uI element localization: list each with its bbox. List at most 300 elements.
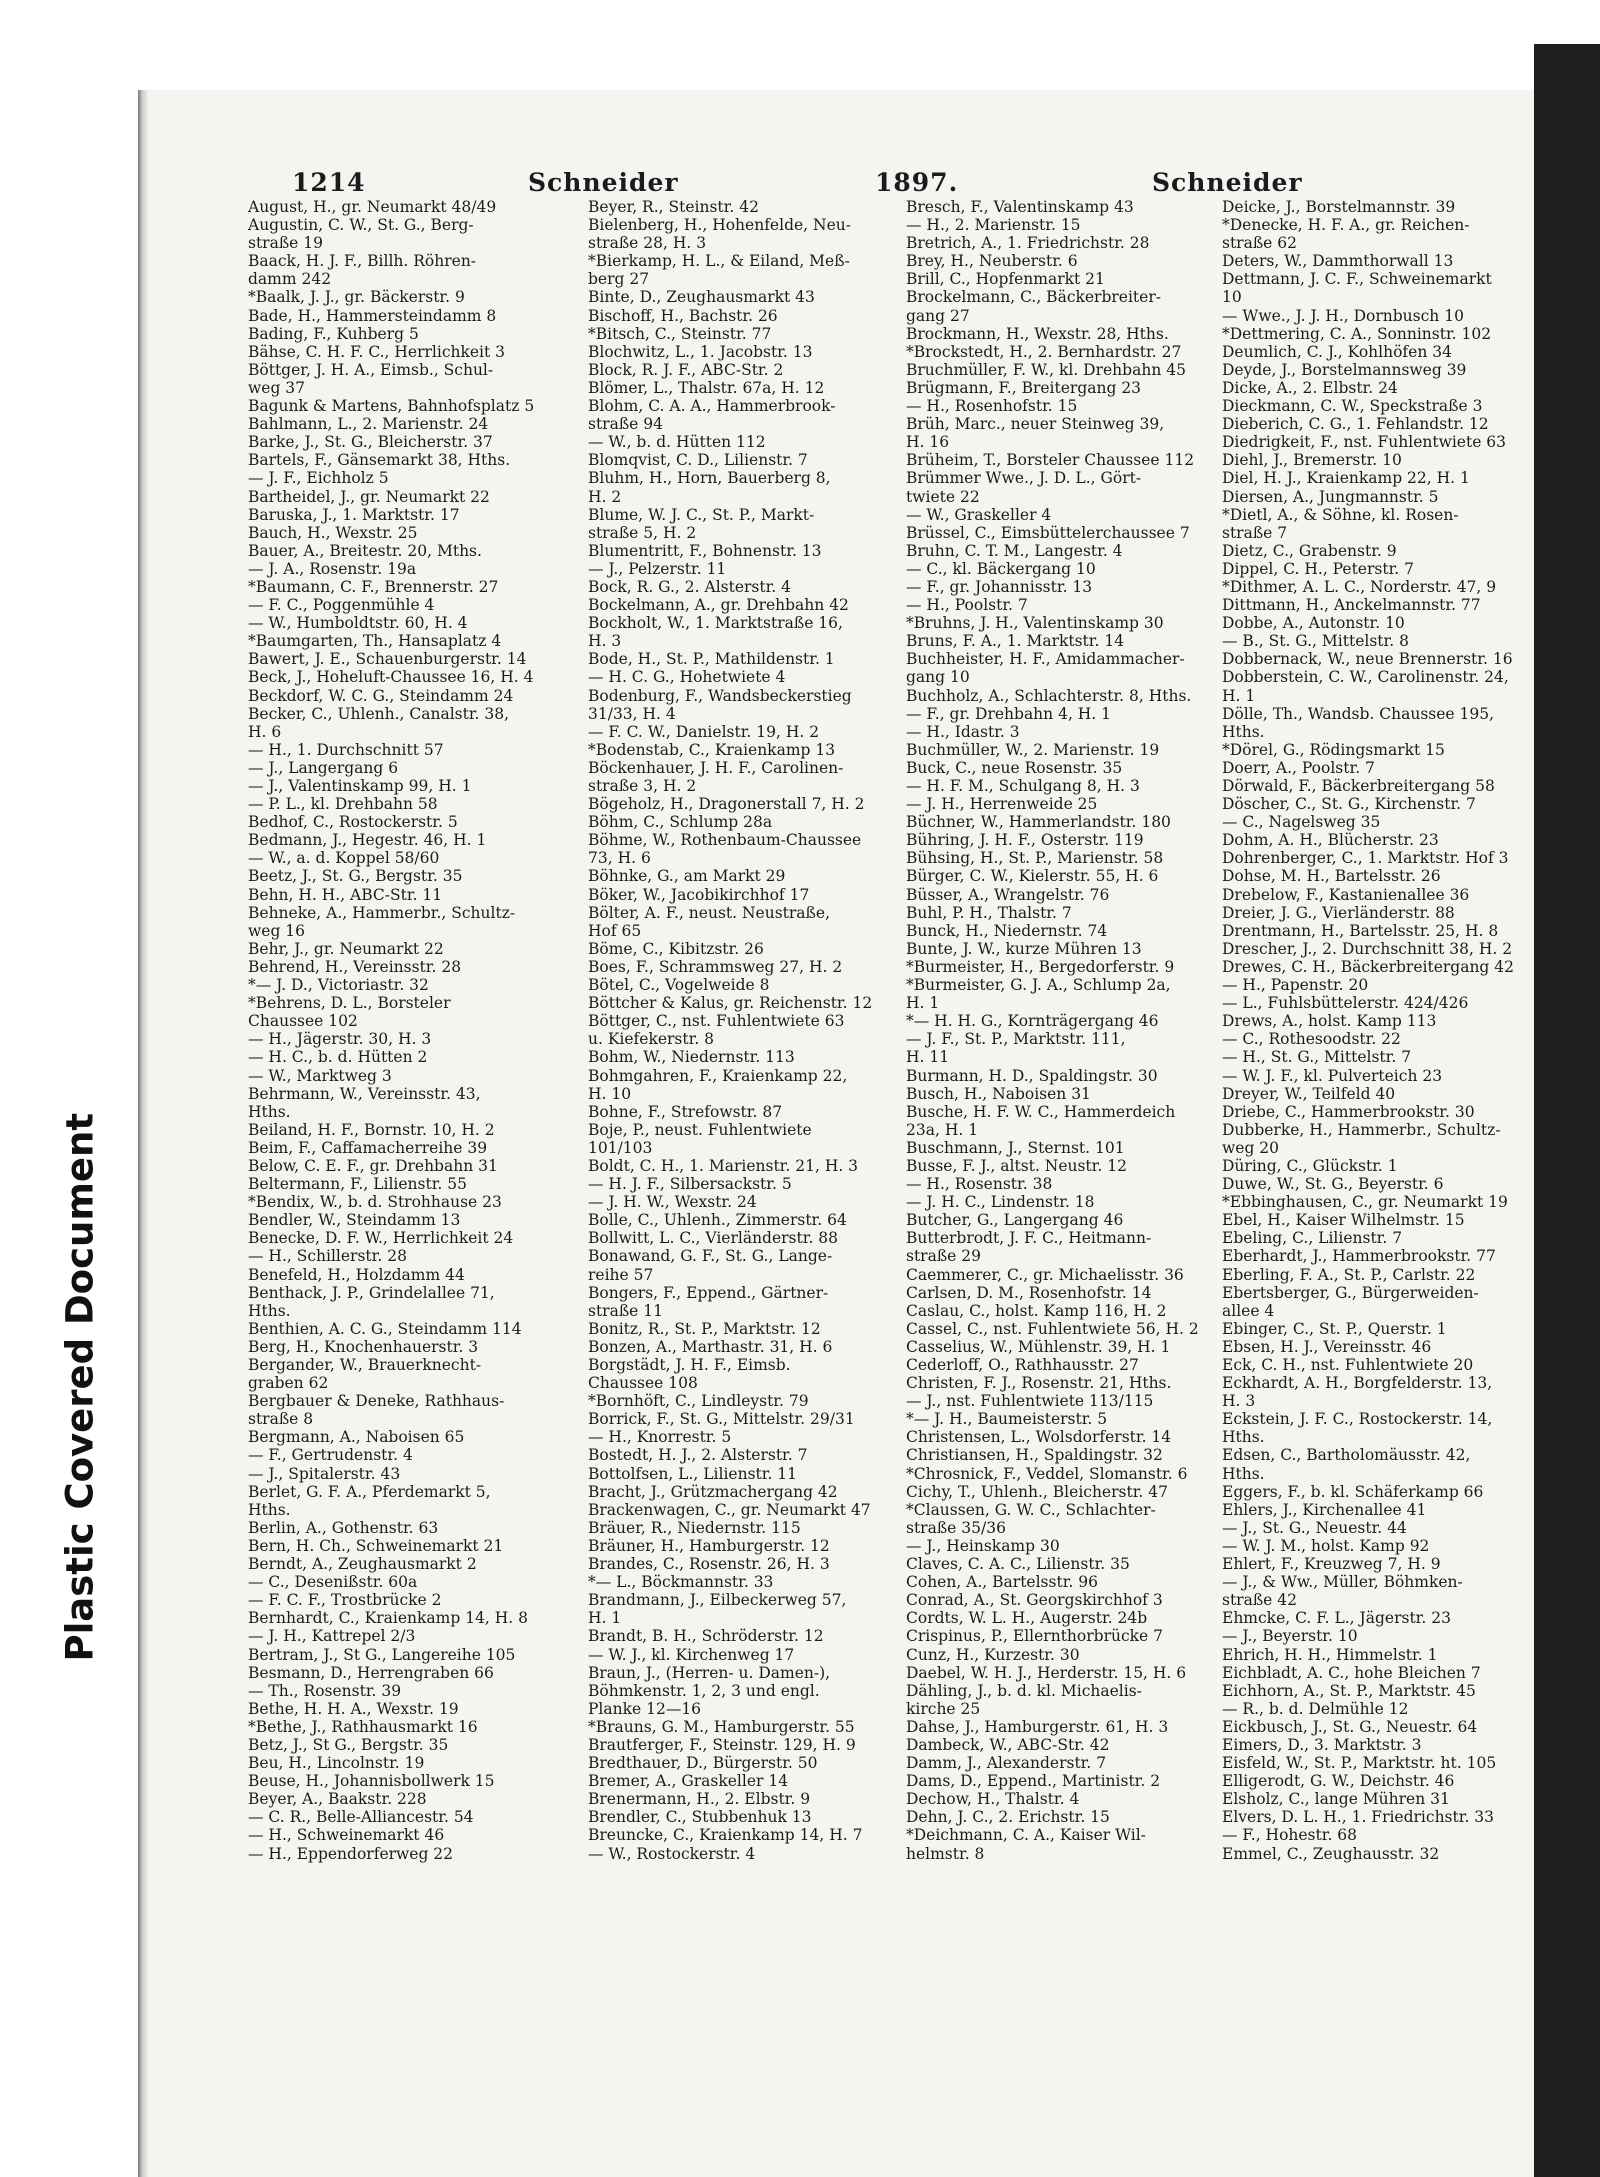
directory-entry: H. 11 (906, 1048, 950, 1067)
directory-entry: Doerr, A., Poolstr. 7 (1222, 758, 1375, 777)
directory-entry: Brey, H., Neuberstr. 6 (906, 252, 1078, 271)
directory-entry: Augustin, C. W., St. G., Berg- (248, 216, 474, 235)
directory-entry: Düring, C., Glückstr. 1 (1222, 1156, 1398, 1175)
directory-entry: Dreyer, W., Teilfeld 40 (1222, 1084, 1396, 1103)
directory-entry: Dehn, J. C., 2. Erichstr. 15 (906, 1808, 1110, 1827)
dark-edge (1534, 44, 1600, 2177)
directory-entry: Baruska, J., 1. Marktstr. 17 (248, 505, 460, 524)
directory-entry: Böme, C., Kibitzstr. 26 (588, 939, 764, 958)
directory-entry: Butcher, G., Langergang 46 (906, 1211, 1124, 1230)
directory-entry: — H., Papenstr. 20 (1222, 976, 1369, 995)
directory-entry: Cassel, C., nst. Fuhlentwiete 56, H. 2 (906, 1319, 1199, 1338)
directory-entry: Blochwitz, L., 1. Jacobstr. 13 (588, 342, 813, 361)
directory-entry: Betz, J., St G., Bergstr. 35 (248, 1735, 449, 1754)
directory-entry: Bühsing, H., St. P., Marienstr. 58 (906, 849, 1164, 868)
directory-entry: Caemmerer, C., gr. Michaelisstr. 36 (906, 1265, 1184, 1284)
header-left-title: Schneider (528, 168, 679, 197)
directory-entry: Hths. (248, 1301, 291, 1320)
directory-entry: Berg, H., Knochenhauerstr. 3 (248, 1337, 479, 1356)
directory-entry: H. 10 (588, 1084, 632, 1103)
directory-entry: — H. C., b. d. Hütten 2 (248, 1048, 428, 1067)
directory-entry: — J. H., Herrenweide 25 (906, 795, 1098, 814)
directory-entry: — J. A., Rosenstr. 19a (248, 559, 417, 578)
directory-entry: Bresch, F., Valentinskamp 43 (906, 198, 1134, 216)
directory-entry: Eck, C. H., nst. Fuhlentwiete 20 (1222, 1356, 1474, 1374)
directory-entry: — F. C. F., Trostbrücke 2 (248, 1591, 442, 1610)
directory-entry: — H., Schillerstr. 28 (248, 1247, 407, 1266)
directory-entry: — L., Fuhlsbüttelerstr. 424/426 (1222, 994, 1469, 1013)
directory-entry: Bode, H., St. P., Mathildenstr. 1 (588, 650, 835, 669)
directory-entry: Baack, H. J. F., Billh. Röhren- (248, 252, 477, 271)
directory-entry: *Brockstedt, H., 2. Bernhardstr. 27 (906, 342, 1182, 361)
directory-entry: Bock, R. G., 2. Alsterstr. 4 (588, 577, 792, 596)
directory-entry: *Ebbinghausen, C., gr. Neumarkt 19 (1222, 1193, 1508, 1212)
directory-entry: — F., Hohestr. 68 (1222, 1826, 1358, 1845)
directory-entry: Ehrich, H. H., Himmelstr. 1 (1222, 1645, 1438, 1664)
directory-entry: Burmann, H. D., Spaldingstr. 30 (906, 1066, 1158, 1085)
directory-entry: Hths. (1222, 1428, 1265, 1447)
directory-entry: Deicke, J., Borstelmannstr. 39 (1222, 198, 1456, 216)
directory-entry: Dobbe, A., Autonstr. 10 (1222, 614, 1405, 633)
directory-entry: Hths. (248, 1500, 291, 1519)
directory-entry: Becker, C., Uhlenh., Canalstr. 38, (248, 704, 510, 723)
directory-entry: Bern, H. Ch., Schweinemarkt 21 (248, 1536, 504, 1555)
directory-entry: gang 10 (906, 668, 970, 687)
directory-entry: Dörwald, F., Bäckerbreitergang 58 (1222, 777, 1495, 795)
directory-entry: *Dörel, G., Rödingsmarkt 15 (1222, 740, 1445, 759)
directory-entry: — J., Heinskamp 30 (906, 1536, 1060, 1555)
directory-entry: Blume, W. J. C., St. P., Markt- (588, 505, 815, 524)
directory-entry: Elsholz, C., lange Mühren 31 (1222, 1790, 1450, 1809)
directory-entry: — J. F., Eichholz 5 (248, 469, 389, 488)
directory-entry: — J. F., St. P., Marktstr. 111, (906, 1030, 1126, 1049)
directory-entry: Eisfeld, W., St. P., Marktstr. ht. 105 (1222, 1754, 1497, 1773)
directory-entry: Bedhof, C., Rostockerstr. 5 (248, 813, 458, 832)
directory-entry: Benthack, J. P., Grindelallee 71, (248, 1283, 495, 1302)
directory-entry: Brandes, C., Rosenstr. 26, H. 3 (588, 1555, 830, 1574)
directory-entry: Böhm, C., Schlump 28a (588, 813, 773, 832)
directory-entry: Bergander, W., Brauerknecht- (248, 1356, 482, 1374)
directory-entry: straße 28, H. 3 (588, 234, 707, 253)
directory-entry: Blomqvist, C. D., Lilienstr. 7 (588, 451, 808, 470)
directory-entry: *Denecke, H. F. A., gr. Reichen- (1222, 216, 1470, 235)
directory-entry: — H., Knorrestr. 5 (588, 1428, 732, 1447)
directory-entry: Brüheim, T., Borsteler Chaussee 112 (906, 451, 1195, 470)
directory-entry: 73, H. 6 (588, 849, 651, 868)
directory-entry: Dettmann, J. C. F., Schweinemarkt (1222, 270, 1492, 289)
directory-entry: Conrad, A., St. Georgskirchhof 3 (906, 1591, 1163, 1610)
directory-entry: Boje, P., neust. Fuhlentwiete (588, 1120, 812, 1139)
directory-entry: Buhl, P. H., Thalstr. 7 (906, 903, 1072, 922)
directory-entry: Bonzen, A., Marthastr. 31, H. 6 (588, 1337, 833, 1356)
directory-entry: Böhnke, G., am Markt 29 (588, 867, 786, 886)
directory-entry: Hths. (1222, 722, 1265, 741)
directory-entry: Diehl, J., Bremerstr. 10 (1222, 451, 1402, 470)
directory-entry: Bockelmann, A., gr. Drehbahn 42 (588, 596, 849, 615)
directory-entry: Brautferger, F., Steinstr. 129, H. 9 (588, 1735, 856, 1754)
directory-entry: Christen, F. J., Rosenstr. 21, Hths. (906, 1374, 1172, 1393)
directory-entry: H. 16 (906, 433, 950, 452)
directory-entry: allee 4 (1222, 1301, 1275, 1320)
directory-entry: H. 3 (1222, 1392, 1256, 1411)
directory-entry: Bottolfsen, L., Lilienstr. 11 (588, 1464, 798, 1483)
directory-entry: Brill, C., Hopfenmarkt 21 (906, 270, 1105, 289)
directory-entry: Diersen, A., Jungmannstr. 5 (1222, 487, 1439, 506)
directory-entry: Bonawand, G. F., St. G., Lange- (588, 1247, 833, 1266)
directory-entry: Berlin, A., Gothenstr. 63 (248, 1518, 439, 1537)
directory-entry: Buck, C., neue Rosenstr. 35 (906, 758, 1123, 777)
directory-entry: Böttcher & Kalus, gr. Reichenstr. 12 (588, 994, 873, 1013)
directory-entry: Bollwitt, L. C., Vierländerstr. 88 (588, 1229, 839, 1248)
directory-entry: 101/103 (588, 1138, 653, 1157)
directory-entry: straße 3, H. 2 (588, 777, 697, 795)
directory-entry: Dohrenberger, C., 1. Marktstr. Hof 3 (1222, 849, 1509, 868)
directory-entry: 31/33, H. 4 (588, 704, 676, 723)
directory-entry: Christiansen, H., Spaldingstr. 32 (906, 1446, 1163, 1465)
directory-entry: Bluhm, H., Horn, Bauerberg 8, (588, 469, 831, 488)
directory-entry: — J., Langergang 6 (248, 758, 399, 777)
directory-column-1 (248, 198, 553, 1863)
directory-entry: — W., b. d. Hütten 112 (588, 433, 766, 452)
directory-entry: Bendler, W., Steindamm 13 (248, 1211, 461, 1230)
directory-entry: Eckhardt, A. H., Borgfelderstr. 13, (1222, 1374, 1493, 1393)
directory-entry: Ehlers, J., Kirchenallee 41 (1222, 1500, 1427, 1519)
directory-entry: Casselius, W., Mühlenstr. 39, H. 1 (906, 1337, 1171, 1356)
directory-entry: Bielenberg, H., Hohenfelde, Neu- (588, 216, 851, 235)
directory-entry: Bade, H., Hammersteindamm 8 (248, 306, 497, 325)
directory-entry: Dobberstein, C. W., Carolinenstr. 24, (1222, 668, 1509, 687)
directory-entry: berg 27 (588, 270, 650, 289)
directory-entry: Bremer, A., Graskeller 14 (588, 1772, 789, 1791)
directory-entry: Bohmgahren, F., Kraienkamp 22, (588, 1066, 848, 1085)
directory-entry: *— H. H. G., Kornträgergang 46 (906, 1012, 1159, 1031)
directory-entry: weg 37 (248, 378, 306, 397)
directory-entry: Bergmann, A., Naboisen 65 (248, 1428, 465, 1447)
directory-entry: Bedmann, J., Hegestr. 46, H. 1 (248, 831, 487, 850)
directory-entry: Ebsen, H. J., Vereinsstr. 46 (1222, 1337, 1432, 1356)
directory-entry: Buchholz, A., Schlachterstr. 8, Hths. (906, 686, 1192, 705)
directory-entry: straße 94 (588, 415, 664, 434)
directory-entry: Diel, H. J., Kraienkamp 22, H. 1 (1222, 469, 1470, 488)
directory-entry: *Bendix, W., b. d. Strohhause 23 (248, 1193, 502, 1212)
directory-entry: Eberling, F. A., St. P., Carlstr. 22 (1222, 1265, 1476, 1284)
directory-entry: — H. J. F., Silbersackstr. 5 (588, 1175, 792, 1194)
directory-entry: Duwe, W., St. G., Beyerstr. 6 (1222, 1175, 1444, 1194)
directory-entry: Buchmüller, W., 2. Marienstr. 19 (906, 740, 1160, 759)
directory-entry: — H., Poolstr. 7 (906, 596, 1028, 615)
directory-entry: Behneke, A., Hammerbr., Schultz- (248, 903, 516, 922)
directory-entry: Besmann, D., Herrengraben 66 (248, 1663, 494, 1682)
directory-entry: Brenermann, H., 2. Elbstr. 9 (588, 1790, 811, 1809)
directory-entry: — H., 1. Durchschnitt 57 (248, 740, 444, 759)
directory-entry: Eichbladt, A. C., hohe Bleichen 7 (1222, 1663, 1481, 1682)
directory-entry: — J., & Ww., Müller, Böhmken- (1222, 1573, 1463, 1592)
directory-entry: Böttger, C., nst. Fuhlentwiete 63 (588, 1012, 845, 1031)
directory-entry: Böker, W., Jacobikirchhof 17 (588, 885, 810, 904)
directory-entry: Chaussee 108 (588, 1374, 698, 1393)
directory-entry: graben 62 (248, 1374, 329, 1393)
directory-entry: Damm, J., Alexanderstr. 7 (906, 1754, 1107, 1773)
directory-entry: Eggers, F., b. kl. Schäferkamp 66 (1222, 1482, 1484, 1501)
directory-entry: kirche 25 (906, 1699, 981, 1718)
directory-entry: Eberhardt, J., Hammerbrookstr. 77 (1222, 1247, 1496, 1266)
directory-entry: August, H., gr. Neumarkt 48/49 (248, 198, 497, 216)
directory-entry: Dreier, J. G., Vierländerstr. 88 (1222, 903, 1455, 922)
directory-entry: reihe 57 (588, 1265, 654, 1284)
directory-entry: — W., Rostockerstr. 4 (588, 1844, 756, 1863)
directory-entry: straße 5, H. 2 (588, 523, 697, 542)
directory-entry: Bürger, C. W., Kielerstr. 55, H. 6 (906, 867, 1159, 886)
directory-entry: Driebe, C., Hammerbrookstr. 30 (1222, 1102, 1475, 1121)
directory-entry: Elvers, D. L. H., 1. Friedrichstr. 33 (1222, 1808, 1495, 1827)
directory-entry: *Bodenstab, C., Kraienkamp 13 (588, 740, 836, 759)
directory-entry: Bodenburg, F., Wandsbeckerstieg (588, 686, 852, 705)
directory-entry: Dähling, J., b. d. kl. Michaelis- (906, 1681, 1142, 1700)
directory-entry: Böhmkenstr. 1, 2, 3 und engl. (588, 1681, 820, 1700)
directory-entry: damm 242 (248, 270, 332, 289)
directory-entry: — B., St. G., Mittelstr. 8 (1222, 632, 1409, 651)
directory-entry: Dambeck, W., ABC-Str. 42 (906, 1735, 1110, 1754)
directory-entry: H. 1 (588, 1609, 622, 1628)
directory-entry: Bruns, F. A., 1. Marktstr. 14 (906, 632, 1125, 651)
directory-entry: Cichy, T., Uhlenh., Bleicherstr. 47 (906, 1482, 1168, 1501)
directory-entry: Beuse, H., Johannisbollwerk 15 (248, 1772, 495, 1791)
directory-column-4 (1222, 198, 1527, 1863)
directory-entry: — F. C. W., Danielstr. 19, H. 2 (588, 722, 820, 741)
directory-entry: Beyer, R., Steinstr. 42 (588, 198, 759, 216)
directory-entry: — W., Humboldtstr. 60, H. 4 (248, 614, 468, 633)
directory-entry: Berndt, A., Zeughausmarkt 2 (248, 1555, 477, 1574)
directory-entry: — Wwe., J. J. H., Dornbusch 10 (1222, 306, 1464, 325)
directory-entry: Brügmann, F., Breitergang 23 (906, 378, 1142, 397)
directory-entry: Binte, D., Zeughausmarkt 43 (588, 288, 815, 307)
directory-entry: *Dettmering, C. A., Sonninstr. 102 (1222, 324, 1492, 343)
directory-entry: Benecke, D. F. W., Herrlichkeit 24 (248, 1229, 514, 1248)
directory-entry: Daebel, W. H. J., Herderstr. 15, H. 6 (906, 1663, 1187, 1682)
directory-entry: *Bethe, J., Rathhausmarkt 16 (248, 1717, 478, 1736)
directory-entry: — R., b. d. Delmühle 12 (1222, 1699, 1409, 1718)
book-binding (138, 90, 148, 2177)
directory-entry: Dams, D., Eppend., Martinistr. 2 (906, 1772, 1161, 1791)
directory-entry: Deters, W., Dammthorwall 13 (1222, 252, 1454, 271)
directory-entry: Behrend, H., Vereinsstr. 28 (248, 957, 462, 976)
directory-entry: Bongers, F., Eppend., Gärtner- (588, 1283, 829, 1302)
directory-entry: Brockelmann, C., Bäckerbreiter- (906, 288, 1161, 307)
directory-entry: Brümmer Wwe., J. D. L., Gört- (906, 469, 1142, 488)
directory-entry: Ebeling, C., Lilienstr. 7 (1222, 1229, 1403, 1248)
directory-entry: Eimers, D., 3. Marktstr. 3 (1222, 1735, 1422, 1754)
directory-entry: — W., a. d. Koppel 58/60 (248, 849, 440, 868)
cover-strip (0, 0, 140, 2177)
directory-entry: u. Kiefekerstr. 8 (588, 1030, 715, 1049)
directory-entry: Blohm, C. A. A., Hammerbrook- (588, 397, 836, 416)
directory-entry: Cederloff, O., Rathhausstr. 27 (906, 1356, 1139, 1374)
directory-entry: Beu, H., Lincolnstr. 19 (248, 1754, 425, 1773)
directory-entry: Drentmann, H., Bartelsstr. 25, H. 8 (1222, 921, 1499, 940)
directory-entry: straße 35/36 (906, 1518, 1006, 1537)
directory-entry: Dahse, J., Hamburgerstr. 61, H. 3 (906, 1717, 1169, 1736)
directory-entry: Dölle, Th., Wandsb. Chaussee 195, (1222, 704, 1495, 723)
directory-entry: — H., Jägerstr. 30, H. 3 (248, 1030, 432, 1049)
directory-entry: Blumentritt, F., Bohnenstr. 13 (588, 541, 822, 560)
directory-entry: Cunz, H., Kurzestr. 30 (906, 1645, 1080, 1664)
directory-entry: Busch, H., Naboisen 31 (906, 1084, 1091, 1103)
directory-entry: — W., Marktweg 3 (248, 1066, 392, 1085)
directory-entry: Beetz, J., St. G., Bergstr. 35 (248, 867, 463, 886)
directory-entry: Dubberke, H., Hammerbr., Schultz- (1222, 1120, 1501, 1139)
directory-entry: — J., Pelzerstr. 11 (588, 559, 727, 578)
page-number: 1214 (292, 168, 366, 197)
directory-entry: Behn, H. H., ABC-Str. 11 (248, 885, 443, 904)
directory-entry: *— J. H., Baumeisterstr. 5 (906, 1410, 1108, 1429)
directory-entry: Beim, F., Caffamacherreihe 39 (248, 1138, 488, 1157)
directory-entry: — C., Nagelsweg 35 (1222, 813, 1381, 832)
directory-entry: — H. C. G., Hohetwiete 4 (588, 668, 786, 687)
directory-entry: Bagunk & Martens, Bahnhofsplatz 5 (248, 397, 535, 416)
directory-entry: Claves, C. A. C., Lilienstr. 35 (906, 1555, 1130, 1574)
directory-entry: *Behrens, D. L., Borsteler (248, 994, 451, 1013)
directory-entry: Bolle, C., Uhlenh., Zimmerstr. 64 (588, 1211, 847, 1230)
directory-entry: Bruchmüller, F. W., kl. Drehbahn 45 (906, 360, 1186, 379)
directory-entry: Bölter, A. F., neust. Neustraße, (588, 903, 830, 922)
directory-entry: *Chrosnick, F., Veddel, Slomanstr. 6 (906, 1464, 1188, 1483)
directory-entry: Bohm, W., Niedernstr. 113 (588, 1048, 795, 1067)
directory-entry: Benthien, A. C. G., Steindamm 114 (248, 1319, 522, 1338)
directory-entry: *Burmeister, H., Bergedorferstr. 9 (906, 957, 1175, 976)
directory-entry: Bawert, J. E., Schauenburgerstr. 14 (248, 650, 527, 669)
directory-entry: Ebel, H., Kaiser Wilhelmstr. 15 (1222, 1211, 1465, 1230)
directory-entry: Döscher, C., St. G., Kirchenstr. 7 (1222, 795, 1476, 814)
directory-entry: Bahlmann, L., 2. Marienstr. 24 (248, 415, 489, 434)
directory-entry: Bartels, F., Gänsemarkt 38, Hths. (248, 451, 511, 470)
directory-entry: Eickbusch, J., St. G., Neuestr. 64 (1222, 1717, 1478, 1736)
directory-entry: Dieberich, C. G., 1. Fehlandstr. 12 (1222, 415, 1489, 434)
directory-entry: Breuncke, C., Kraienkamp 14, H. 7 (588, 1826, 863, 1845)
directory-entry: twiete 22 (906, 487, 980, 506)
directory-entry: Planke 12—16 (588, 1699, 702, 1718)
directory-entry: Block, R. J. F., ABC-Str. 2 (588, 360, 784, 379)
directory-entry: Bockholt, W., 1. Marktstraße 16, (588, 614, 843, 633)
directory-entry: Bertram, J., St G., Langereihe 105 (248, 1645, 516, 1664)
directory-entry: straße 7 (1222, 523, 1288, 542)
directory-entry: — C. R., Belle-Alliancestr. 54 (248, 1808, 474, 1827)
directory-entry: — J., Beyerstr. 10 (1222, 1627, 1358, 1646)
directory-entry: — C., Desenißstr. 60a (248, 1573, 418, 1592)
directory-entry: Bräuner, H., Hamburgerstr. 12 (588, 1536, 830, 1555)
directory-entry: Dietz, C., Grabenstr. 9 (1222, 541, 1397, 560)
directory-entry: helmstr. 8 (906, 1844, 985, 1863)
directory-entry: — W., Graskeller 4 (906, 505, 1052, 524)
directory-entry: gang 27 (906, 306, 970, 325)
directory-entry: Dicke, A., 2. Elbstr. 24 (1222, 378, 1398, 397)
directory-entry: Behrmann, W., Vereinsstr. 43, (248, 1084, 481, 1103)
directory-entry: *Baumann, C. F., Brennerstr. 27 (248, 577, 499, 596)
directory-entry: — H., Rosenhofstr. 15 (906, 397, 1078, 416)
directory-entry: Drebelow, F., Kastanienallee 36 (1222, 885, 1470, 904)
directory-entry: Hths. (248, 1102, 291, 1121)
directory-entry: H. 2 (588, 487, 622, 506)
directory-entry: *Bitsch, C., Steinstr. 77 (588, 324, 772, 343)
directory-entry: Barke, J., St. G., Bleicherstr. 37 (248, 433, 493, 452)
directory-column-3 (906, 198, 1211, 1863)
directory-entry: Büsser, A., Wrangelstr. 76 (906, 885, 1110, 904)
directory-entry: straße 42 (1222, 1591, 1298, 1610)
directory-entry: Busche, H. F. W. C., Hammerdeich (906, 1102, 1176, 1121)
directory-entry: Dechow, H., Thalstr. 4 (906, 1790, 1080, 1809)
directory-entry: — Th., Rosenstr. 39 (248, 1681, 402, 1700)
directory-entry: Büchner, W., Hammerlandstr. 180 (906, 813, 1171, 832)
directory-entry: — C., kl. Bäckergang 10 (906, 559, 1096, 578)
directory-entry: H. 1 (906, 994, 940, 1013)
directory-entry: H. 1 (1222, 686, 1256, 705)
directory-entry: Brüssel, C., Eimsbüttelerchaussee 7 (906, 523, 1190, 542)
directory-entry: Bischoff, H., Bachstr. 26 (588, 306, 778, 325)
cover-label: Plastic Covered Document (58, 1112, 102, 1662)
directory-entry: — H., St. G., Mittelstr. 7 (1222, 1048, 1412, 1067)
directory-entry: *Burmeister, G. J. A., Schlump 2a, (906, 976, 1171, 995)
directory-entry: Bauch, H., Wexstr. 25 (248, 523, 418, 542)
directory-entry: Dieckmann, C. W., Speckstraße 3 (1222, 397, 1483, 416)
directory-entry: Brendler, C., Stubbenhuk 13 (588, 1808, 812, 1827)
directory-entry: Bohne, F., Strefowstr. 87 (588, 1102, 783, 1121)
directory-entry: *Dithmer, A. L. C., Norderstr. 47, 9 (1222, 577, 1497, 596)
directory-entry: Brandmann, J., Eilbeckerweg 57, (588, 1591, 847, 1610)
directory-entry: Bonitz, R., St. P., Marktstr. 12 (588, 1319, 821, 1338)
directory-entry: Behr, J., gr. Neumarkt 22 (248, 939, 444, 958)
directory-entry: Beltermann, F., Lilienstr. 55 (248, 1175, 467, 1194)
directory-entry: — P. L., kl. Drehbahn 58 (248, 795, 438, 814)
directory-entry: Böckenhauer, J. H. F., Carolinen- (588, 758, 844, 777)
directory-entry: Brackenwagen, C., gr. Neumarkt 47 (588, 1500, 871, 1519)
directory-entry: Borgstädt, J. H. F., Eimsb. (588, 1356, 791, 1374)
directory-entry: Dohm, A. H., Blücherstr. 23 (1222, 831, 1439, 850)
directory-entry: *Bornhöft, C., Lindleystr. 79 (588, 1392, 809, 1411)
header-year: 1897. (875, 168, 959, 197)
directory-entry: Blömer, L., Thalstr. 67a, H. 12 (588, 378, 825, 397)
directory-entry: — H., 2. Marienstr. 15 (906, 216, 1081, 235)
directory-entry: Brüh, Marc., neuer Steinweg 39, (906, 415, 1165, 434)
directory-entry: Beyer, A., Baakstr. 228 (248, 1790, 427, 1809)
directory-entry: Bading, F., Kuhberg 5 (248, 324, 419, 343)
directory-entry: Beck, J., Hoheluft-Chaussee 16, H. 4 (248, 668, 534, 687)
directory-entry: Böhme, W., Rothenbaum-Chaussee (588, 831, 862, 850)
directory-entry: Bethe, H. H. A., Wexstr. 19 (248, 1699, 459, 1718)
directory-entry: H. 6 (248, 722, 282, 741)
directory-entry: straße 29 (906, 1247, 982, 1266)
directory-entry: Cordts, W. L. H., Augerstr. 24b (906, 1609, 1148, 1628)
directory-entry: — F., gr. Drehbahn 4, H. 1 (906, 704, 1112, 723)
directory-entry: Brockmann, H., Wexstr. 28, Hths. (906, 324, 1169, 343)
directory-entry: Buchheister, H. F., Amidammacher- (906, 650, 1185, 669)
directory-entry: *Dietl, A., & Söhne, kl. Rosen- (1222, 505, 1459, 524)
directory-entry: Bostedt, H. J., 2. Alsterstr. 7 (588, 1446, 808, 1465)
directory-entry: Diedrigkeit, F., nst. Fuhlentwiete 63 (1222, 433, 1507, 452)
directory-entry: Beiland, H. F., Bornstr. 10, H. 2 (248, 1120, 495, 1139)
directory-entry: Bähse, C. H. F. C., Herrlichkeit 3 (248, 342, 506, 361)
directory-entry: *Bierkamp, H. L., & Eiland, Meß- (588, 252, 850, 271)
directory-entry: Borrick, F., St. G., Mittelstr. 29/31 (588, 1410, 855, 1429)
directory-entry: Eichhorn, A., St. P., Marktstr. 45 (1222, 1681, 1476, 1700)
directory-entry: Bunck, H., Niedernstr. 74 (906, 921, 1108, 940)
directory-entry: Boes, F., Schrammsweg 27, H. 2 (588, 957, 843, 976)
directory-entry: Benefeld, H., Holzdamm 44 (248, 1265, 465, 1284)
directory-entry: Dobbernack, W., neue Brennerstr. 16 (1222, 650, 1513, 669)
directory-entry: — J. H. W., Wexstr. 24 (588, 1193, 757, 1212)
directory-entry: — J., St. G., Neuestr. 44 (1222, 1518, 1407, 1537)
directory-entry: *— J. D., Victoriastr. 32 (248, 976, 429, 995)
directory-entry: H. 3 (588, 632, 622, 651)
directory-entry: Carlsen, D. M., Rosenhofstr. 14 (906, 1283, 1152, 1302)
